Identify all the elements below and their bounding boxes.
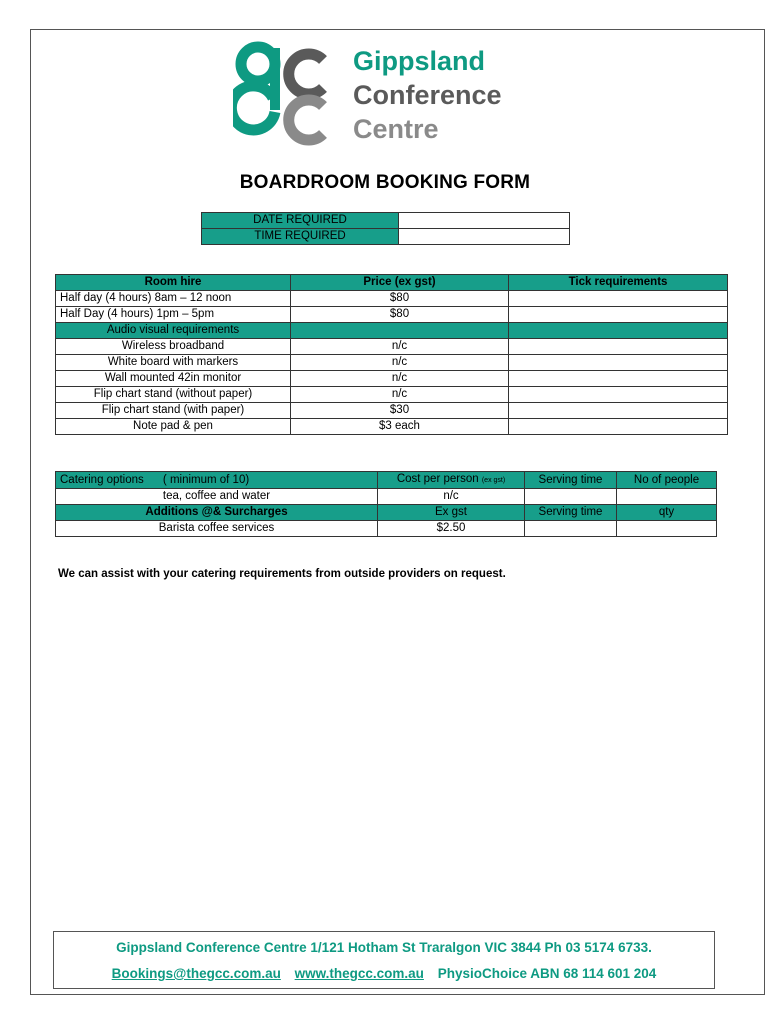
date-required-label: DATE REQUIRED — [202, 213, 399, 229]
no-of-people-header: No of people — [617, 472, 717, 489]
qty-field[interactable] — [617, 521, 717, 537]
table-row — [56, 489, 717, 505]
catering-note: We can assist with your catering requirements from outside providers on request. — [58, 568, 506, 580]
addition-cost: $2.50 — [378, 521, 525, 537]
table-row — [56, 339, 728, 355]
table-row — [56, 355, 728, 371]
item-name: Wall mounted 42in monitor — [56, 371, 291, 387]
additions-header: Additions @& Surcharges — [56, 505, 378, 521]
footer-address: Gippsland Conference Centre 1/121 Hotham St Traralgon VIC 3844 Ph 03 5174 6733. — [116, 940, 652, 955]
av-requirements-header: Audio visual requirements — [56, 323, 291, 339]
tick-cell[interactable] — [509, 387, 728, 403]
serving-time-field[interactable] — [525, 489, 617, 505]
logo-line-gippsland: Gippsland — [353, 46, 486, 76]
tick-cell[interactable] — [509, 403, 728, 419]
item-price: n/c — [291, 339, 509, 355]
item-price: $30 — [291, 403, 509, 419]
time-required-label: TIME REQUIRED — [202, 229, 399, 245]
price-header: Price (ex gst) — [291, 275, 509, 291]
item-price: n/c — [291, 387, 509, 403]
time-required-field[interactable] — [399, 229, 570, 245]
item-price: n/c — [291, 355, 509, 371]
tick-cell[interactable] — [509, 419, 728, 435]
catering-item: tea, coffee and water — [56, 489, 378, 505]
serving-time-header: Serving time — [525, 472, 617, 489]
catering-options-header: Catering options ( minimum of 10) — [56, 472, 378, 489]
website-link[interactable]: www.thegcc.com.au — [294, 966, 424, 981]
catering-cost: n/c — [378, 489, 525, 505]
tick-cell[interactable] — [509, 307, 728, 323]
item-price: $80 — [291, 291, 509, 307]
cost-per-person-label: Cost per person — [396, 473, 479, 485]
serving-time-field[interactable] — [525, 521, 617, 537]
addition-item: Barista coffee services — [56, 521, 378, 537]
av-header-empty — [509, 323, 728, 339]
ex-gst-note: (ex gst) — [481, 477, 506, 484]
footer-contacts — [54, 966, 714, 981]
tick-cell[interactable] — [509, 339, 728, 355]
table-row — [56, 307, 728, 323]
qty-header: qty — [617, 505, 717, 521]
tick-cell[interactable] — [509, 291, 728, 307]
logo-wordmark — [353, 44, 502, 146]
item-name: White board with markers — [56, 355, 291, 371]
ex-gst-header: Ex gst — [378, 505, 525, 521]
av-header-empty — [291, 323, 509, 339]
item-name: Half day (4 hours) 8am – 12 noon — [56, 291, 291, 307]
date-time-table — [201, 212, 570, 245]
page-title: BOARDROOM BOOKING FORM — [239, 172, 531, 193]
item-name: Wireless broadband — [56, 339, 291, 355]
logo-line-conference: Conference — [353, 80, 502, 110]
table-row — [56, 387, 728, 403]
table-row — [56, 403, 728, 419]
footer-abn: PhysioChoice ABN 68 114 601 204 — [437, 966, 657, 981]
catering-table — [55, 471, 717, 537]
cost-per-person-header — [378, 472, 525, 489]
room-hire-header: Room hire — [56, 275, 291, 291]
table-row — [56, 291, 728, 307]
tick-cell[interactable] — [509, 355, 728, 371]
item-name: Flip chart stand (with paper) — [56, 403, 291, 419]
additions-serving-time-header: Serving time — [525, 505, 617, 521]
table-row — [56, 419, 728, 435]
item-price: n/c — [291, 371, 509, 387]
logo-line-centre: Centre — [353, 114, 439, 144]
tick-header: Tick requirements — [509, 275, 728, 291]
email-link[interactable]: Bookings@thegcc.com.au — [111, 966, 281, 981]
room-hire-table — [55, 274, 728, 435]
footer-box — [53, 931, 715, 989]
item-price: $80 — [291, 307, 509, 323]
item-price: $3 each — [291, 419, 509, 435]
item-name: Flip chart stand (without paper) — [56, 387, 291, 403]
table-row — [56, 371, 728, 387]
people-count-field[interactable] — [617, 489, 717, 505]
item-name: Half Day (4 hours) 1pm – 5pm — [56, 307, 291, 323]
date-required-field[interactable] — [399, 213, 570, 229]
tick-cell[interactable] — [509, 371, 728, 387]
table-row — [56, 521, 717, 537]
item-name: Note pad & pen — [56, 419, 291, 435]
